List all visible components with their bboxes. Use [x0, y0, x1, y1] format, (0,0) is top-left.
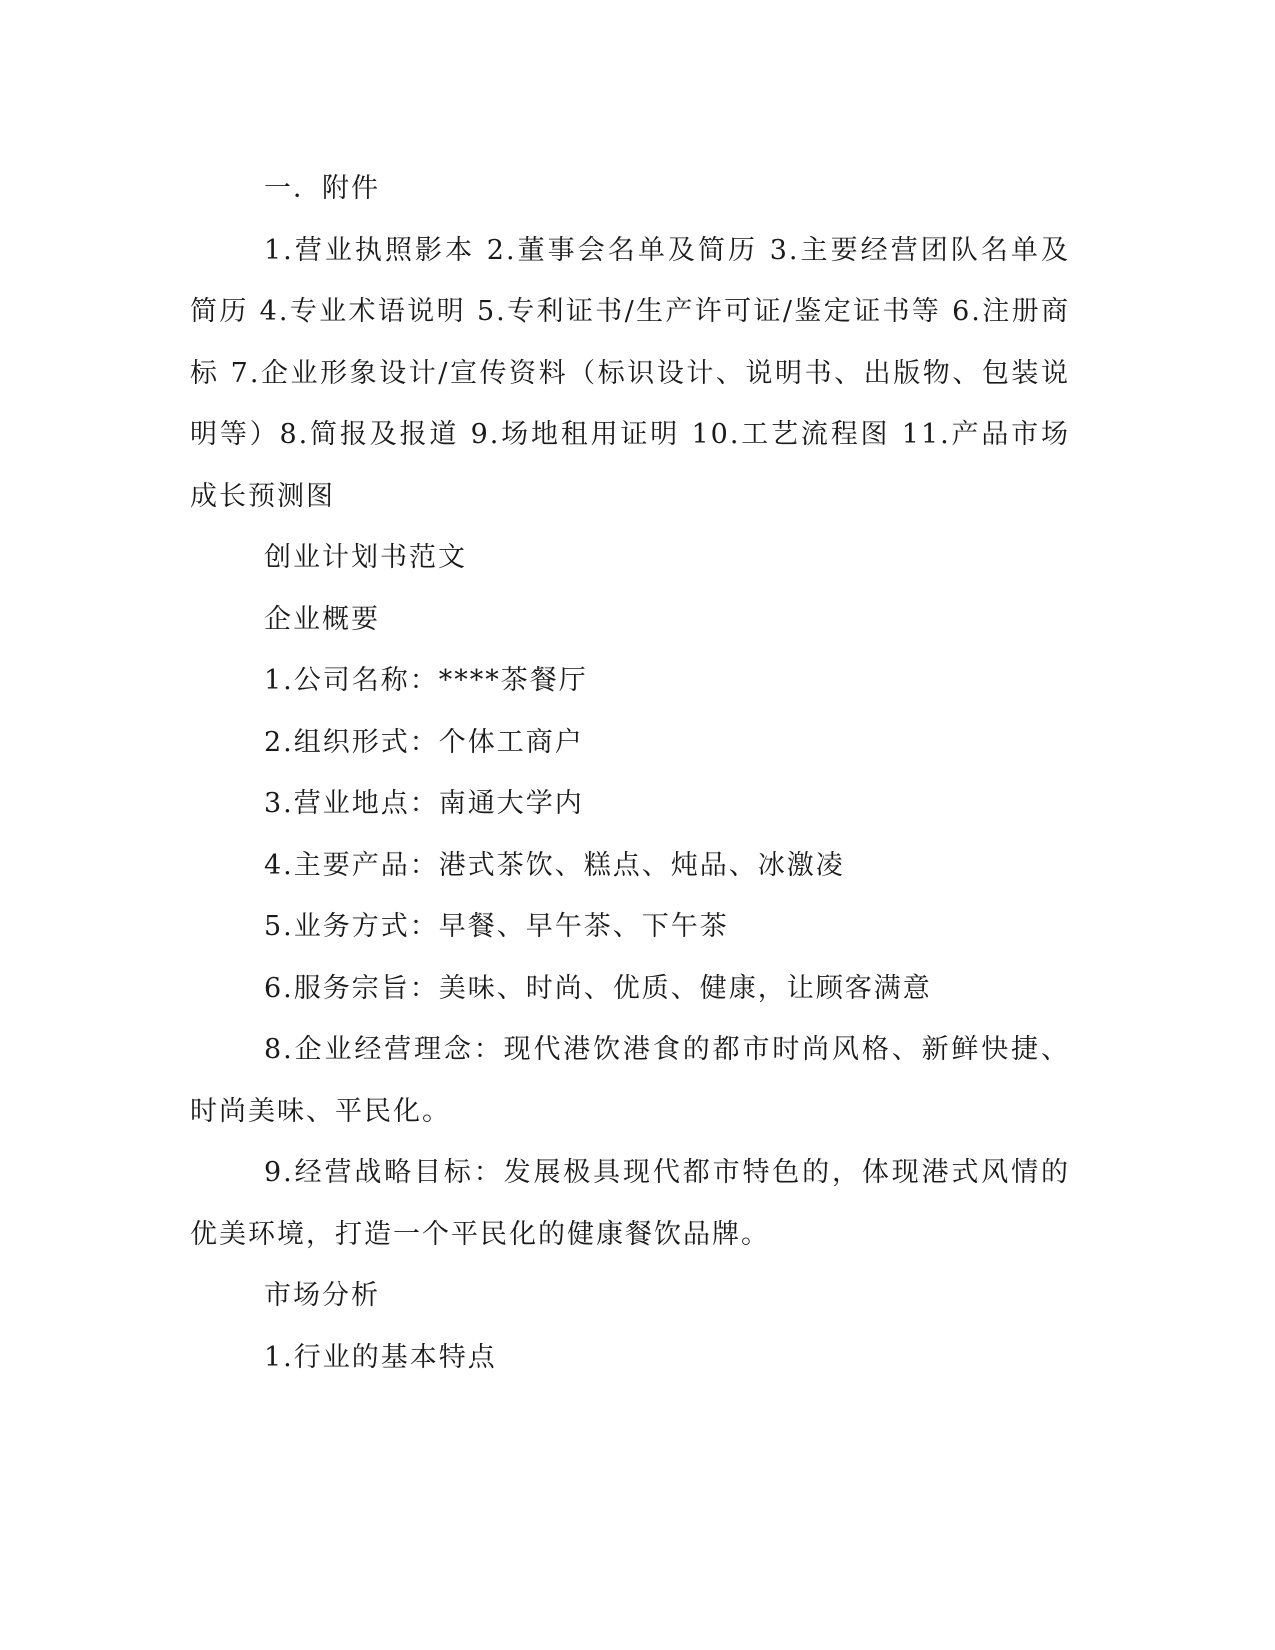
overview-item-organization: 2.组织形式：个体工商户 — [264, 726, 584, 758]
document-body — [190, 158, 1070, 1388]
appendix-list-paragraph: 1.营业执照影本 2.董事会名单及简历 3.主要经营团队名单及简历 4.专业术语说明 5.专利证书/生产许可证/鉴定证书等 6.注册商标 7.企业形象设计/宣传资料（标识设计、说明书、出版物、包装说明等）8.简报及报道 9.场地租用证明 10.工艺流程图 11.产品市场成长预测图 — [190, 234, 1070, 512]
sample-title: 创业计划书范文 — [264, 542, 467, 573]
overview-item-strategy: 9.经营战略目标：发展极具现代都市特色的，体现港式风情的优美环境，打造一个平民化的健康餐饮品牌。 — [190, 1157, 1070, 1250]
overview-item-service-aim: 6.服务宗旨：美味、时尚、优质、健康，让顾客满意 — [264, 972, 932, 1004]
overview-item-location: 3.营业地点：南通大学内 — [264, 788, 584, 819]
market-item-industry-features: 1.行业的基本特点 — [264, 1341, 497, 1373]
section-heading-market-analysis: 市场分析 — [264, 1280, 380, 1311]
section-heading-appendix: 一．附件 — [264, 173, 380, 204]
section-heading-overview: 企业概要 — [264, 603, 380, 635]
overview-item-products: 4.主要产品：港式茶饮、糕点、炖品、冰激凌 — [264, 849, 845, 881]
overview-item-business-mode: 5.业务方式：早餐、早午茶、下午茶 — [264, 911, 729, 942]
overview-item-philosophy: 8.企业经营理念：现代港饮港食的都市时尚风格、新鲜快捷、时尚美味、平民化。 — [190, 1034, 1070, 1127]
overview-item-company-name: 1.公司名称：****茶餐厅 — [264, 665, 588, 696]
